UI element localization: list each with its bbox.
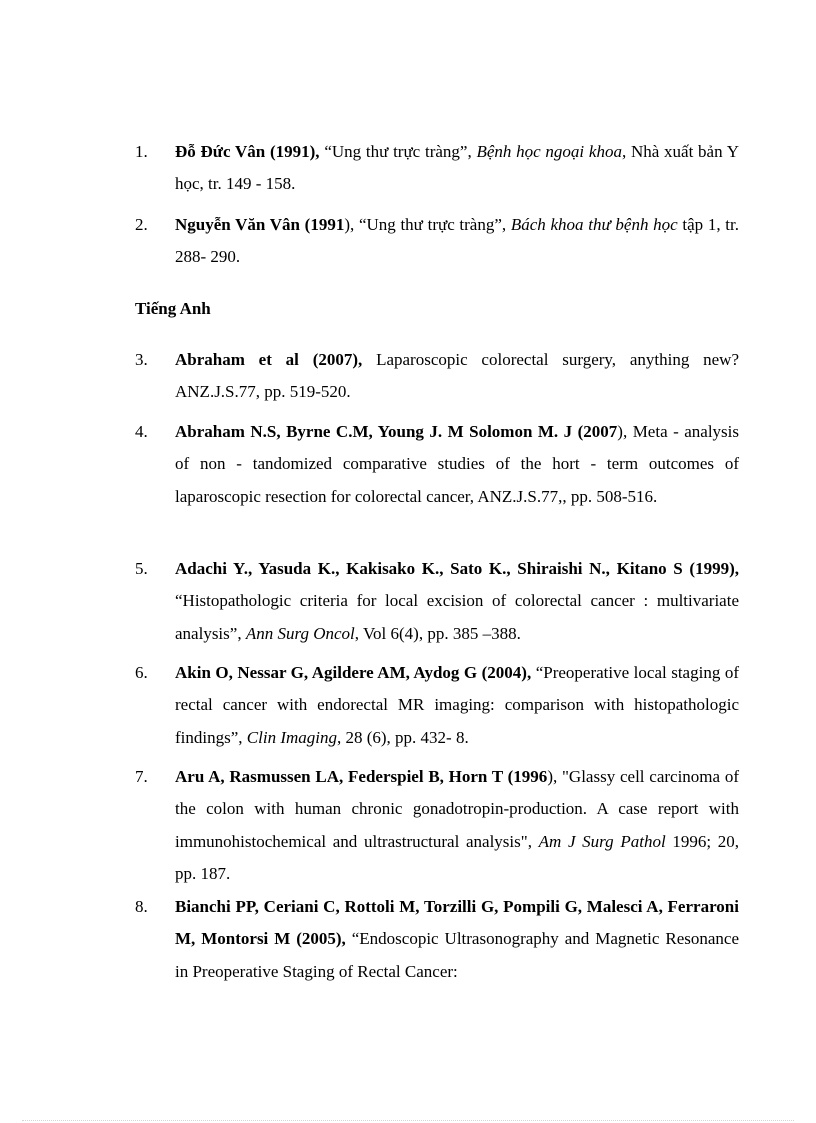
reference-text [175, 136, 739, 201]
reference-title: Meta - analysis of non - tandomized comparative studies of the hort - term outcomes of laparoscopic resection for colorectal cancer, ANZ.J.S.77,, pp. 508-516. [175, 422, 740, 506]
reference-number: 7. [135, 767, 148, 786]
reference-source: Bách khoa thư bệnh học [510, 215, 678, 234]
reference-title: “Endoscopic Ultrasonography and Magnetic Resonance in Preoperative Staging of Rectal Cancer: [175, 929, 739, 981]
reference-authors: Akin O, Nessar G, Agildere AM, Aydog G (2004), [175, 663, 532, 682]
reference-title: “Ung thư trực tràng”, [319, 142, 477, 161]
section-heading: Tiếng Anh [135, 299, 211, 318]
reference-authors: Adachi Y., Yasuda K., Kakisako K., Sato K., Shiraishi N., Kitano S (1999), [175, 559, 739, 578]
reference-authors-tail: ), [344, 215, 355, 234]
reference-text [175, 344, 739, 409]
reference-item [135, 344, 739, 409]
reference-number: 4. [135, 422, 148, 441]
reference-source: Bệnh học ngoại khoa [476, 142, 622, 161]
reference-number: 1. [135, 142, 148, 161]
reference-item [135, 761, 739, 891]
reference-text [175, 553, 739, 650]
reference-source: Ann Surg Oncol [245, 623, 355, 643]
reference-item [135, 416, 739, 513]
reference-authors-tail: ), [617, 422, 628, 441]
reference-number: 8. [135, 897, 148, 916]
reference-authors: Nguyễn Văn Vân (1991 [175, 215, 345, 234]
reference-details: , Vol 6(4), pp. 385 –388. [354, 623, 521, 643]
reference-authors: Aru A, Rasmussen LA, Federspiel B, Horn T (1996 [175, 767, 548, 786]
reference-number: 6. [135, 663, 148, 682]
reference-text [175, 657, 739, 754]
reference-text [175, 891, 739, 988]
reference-authors: Đỗ Đức Vân (1991), [175, 142, 320, 161]
reference-authors: Abraham N.S, Byrne C.M, Young J. M Solomon M. J (2007 [175, 422, 618, 441]
reference-item [135, 553, 739, 650]
reference-details: tập 1, tr. 288- 290. [175, 215, 739, 267]
reference-title: “Histopathologic criteria for local excision of colorectal cancer : multivariate analysis”, [175, 591, 739, 643]
reference-title: Laparoscopic colorectal surgery, anything new? ANZ.J.S.77, pp. 519-520. [175, 350, 739, 402]
page-bottom-divider [22, 1120, 794, 1121]
reference-details: , 28 (6), pp. 432- 8. [336, 727, 469, 747]
reference-authors: Abraham et al (2007), [175, 350, 363, 369]
reference-source: Am J Surg Pathol [538, 831, 666, 851]
reference-text [175, 209, 739, 274]
reference-authors: Bianchi PP, Ceriani C, Rottoli M, Torzilli G, Pompili G, Malesci A, Ferraroni M, Montorsi M (2005), [175, 897, 739, 949]
reference-title: “Preoperative local staging of rectal cancer with endorectal MR imaging: comparison with histopathologic findings”, [175, 663, 739, 747]
reference-item [135, 657, 739, 754]
reference-item [135, 136, 739, 201]
reference-details: , Nhà xuất bản Y học, tr. 149 - 158. [175, 142, 739, 194]
reference-text [175, 761, 739, 891]
reference-item [135, 209, 739, 274]
reference-details: 1996; 20, pp. 187. [175, 831, 739, 884]
reference-number: 2. [135, 215, 148, 234]
reference-item [135, 891, 739, 988]
reference-title: "Glassy cell carcinoma of the colon with human chronic gonadotropin-production. A case report with immunohistochemical and ultrastructural analysis", [175, 767, 739, 851]
reference-title: “Ung thư trực tràng”, [354, 215, 511, 234]
reference-number: 3. [135, 350, 148, 369]
reference-source: Clin Imaging [246, 727, 337, 747]
reference-authors-tail: ), [547, 767, 558, 786]
reference-text [175, 416, 739, 513]
reference-number: 5. [135, 559, 148, 578]
